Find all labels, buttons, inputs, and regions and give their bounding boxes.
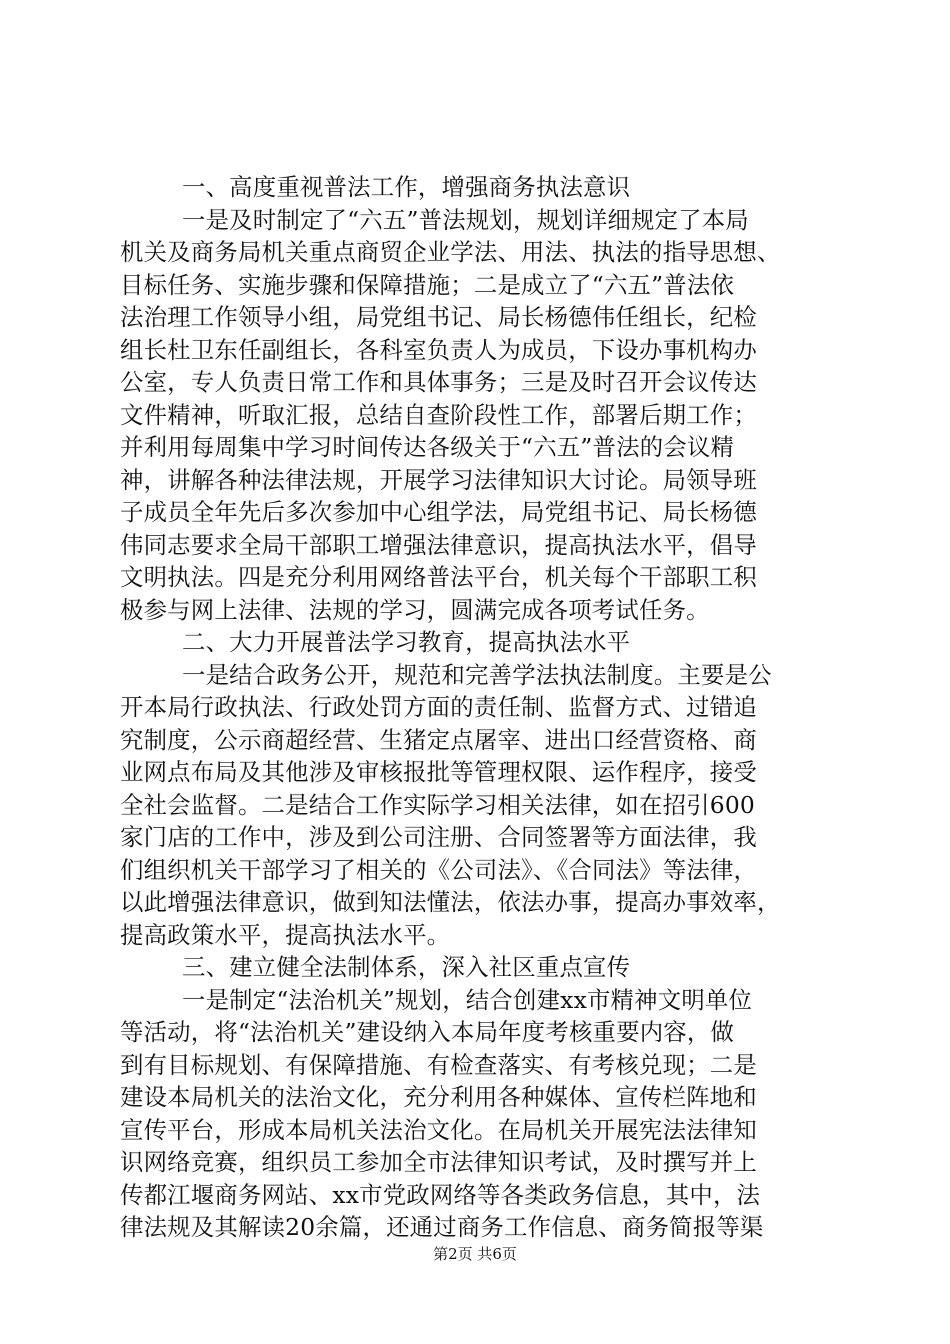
text-line: 文件精神，听取汇报，总结自查阶段性工作，部署后期工作； [120, 400, 757, 429]
text-line: 律法规及其解读20余篇，还通过商务工作信息、商务简报等渠 [120, 1213, 764, 1241]
text-line: 提高政策水平，提高执法水平。 [120, 920, 451, 949]
text-line: 识网络竞赛，组织员工参加全市法律知识考试，及时撰写并上 [120, 1148, 757, 1176]
text-line: 究制度，公示商超经营、生猪定点屠宰、进出口经营资格、商 [120, 725, 757, 754]
text-line: 目标任务、实施步骤和保障措施；二是成立了“六五”普法依 [120, 270, 735, 299]
text-line: 业网点布局及其他涉及审核报批等管理权限、运作程序，接受 [120, 758, 757, 786]
text-line: 家门店的工作中，涉及到公司注册、合同签署等方面法律，我 [120, 823, 757, 851]
text-line: 公室，专人负责日常工作和具体事务；三是及时召开会议传达 [120, 368, 757, 396]
text-line: 伟同志要求全局干部职工增强法律意识，提高执法水平，倡导 [120, 530, 757, 559]
section-heading-2: 二、大力开展普法学习教育，提高执法水平 [182, 628, 631, 656]
text-line: 一是及时制定了“六五”普法规划，规划详细规定了本局 [182, 205, 749, 234]
text-line: 神，讲解各种法律法规，开展学习法律知识大讨论。局领导班 [120, 465, 757, 494]
document-body [120, 171, 832, 1244]
page-number-footer: 第2页 共6页 [433, 1245, 517, 1263]
text-line: 以此增强法律意识，做到知法懂法，依法办事，提高办事效率， [120, 888, 781, 916]
text-line: 一是结合政务公开，规范和完善学法执法制度。主要是公 [182, 660, 772, 689]
text-line: 法治理工作领导小组，局党组书记、局长杨德伟任组长，纪检 [120, 303, 757, 331]
text-line: 宣传平台，形成本局机关法治文化。在局机关开展宪法法律知 [120, 1115, 757, 1144]
text-line: 子成员全年先后多次参加中心组学法，局党组书记、局长杨德 [120, 498, 757, 526]
text-line: 们组织机关干部学习了相关的《公司法》、《合同法》等法律， [120, 855, 758, 884]
text-line: 到有目标规划、有保障措施、有检查落实、有考核兑现；二是 [120, 1050, 757, 1079]
section-heading-1: 一、高度重视普法工作，增强商务执法意识 [182, 173, 631, 201]
text-line: 建设本局机关的法治文化，充分利用各种媒体、宣传栏阵地和 [120, 1083, 757, 1111]
text-line: 组长杜卫东任副组长，各科室负责人为成员，下设办事机构办 [120, 335, 757, 364]
text-line: 文明执法。四是充分利用网络普法平台，机关每个干部职工积 [120, 563, 757, 591]
text-line: 并利用每周集中学习时间传达各级关于“六五”普法的会议精 [120, 433, 735, 461]
section-heading-3: 三、建立健全法制体系，深入社区重点宣传 [182, 953, 631, 981]
text-line: 等活动，将“法治机关”建设纳入本局年度考核重要内容，做 [120, 1018, 735, 1046]
text-line: 机关及商务局机关重点商贸企业学法、用法、执法的指导思想、 [120, 238, 781, 266]
text-line: 开本局行政执法、行政处罚方面的责任制、监督方式、过错追 [120, 693, 757, 721]
text-line: 全社会监督。二是结合工作实际学习相关法律，如在招引600 [120, 790, 756, 819]
text-line: 传都江堰商务网站、xx市党政网络等各类政务信息，其中，法 [120, 1180, 761, 1209]
text-line: 一是制定“法治机关”规划，结合创建xx市精神文明单位 [182, 985, 753, 1014]
text-line: 极参与网上法律、法规的学习，圆满完成各项考试任务。 [120, 595, 710, 624]
